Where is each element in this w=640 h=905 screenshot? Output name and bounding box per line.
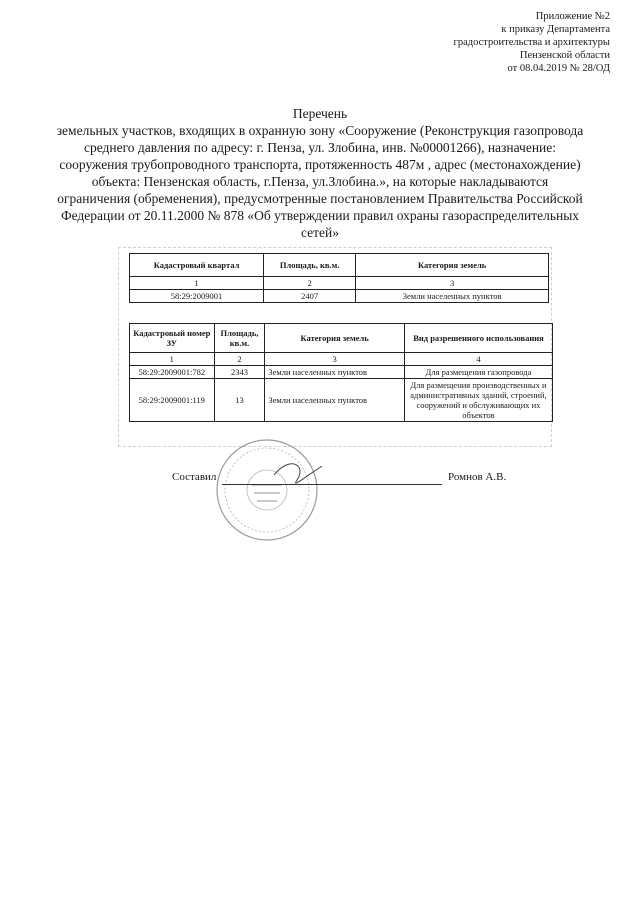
document-header bbox=[454, 10, 610, 75]
table-cell: Земли населенных пунктов bbox=[265, 366, 405, 379]
header-line: к приказу Департамента bbox=[501, 24, 610, 35]
table-cell: 2407 bbox=[264, 290, 356, 303]
header-line: градостроительства и архитектуры bbox=[453, 37, 610, 48]
title-heading: Перечень bbox=[292, 106, 348, 121]
column-number: 2 bbox=[264, 277, 356, 290]
column-number: 1 bbox=[130, 277, 264, 290]
document-title bbox=[0, 105, 640, 241]
column-header: Категория земель bbox=[265, 324, 405, 353]
table-row bbox=[130, 379, 553, 422]
table-header-row bbox=[130, 324, 553, 353]
column-header: Кадастровый квартал bbox=[130, 254, 264, 277]
column-number: 4 bbox=[404, 353, 552, 366]
table-cell: 58:29:2009001:782 bbox=[130, 366, 215, 379]
table-row bbox=[130, 290, 549, 303]
column-number: 3 bbox=[356, 277, 549, 290]
column-header: Категория земель bbox=[356, 254, 549, 277]
signature-line bbox=[222, 484, 442, 485]
header-line: от 08.04.2019 № 28/ОД bbox=[507, 63, 610, 74]
table-cell: 13 bbox=[214, 379, 265, 422]
column-number: 1 bbox=[130, 353, 215, 366]
table-cell: Земли населенных пунктов bbox=[265, 379, 405, 422]
parcels-table bbox=[129, 323, 553, 422]
title-body: земельных участков, входящих в охранную зону «Сооружение (Реконструкция газопровода среднего давления по адресу: г. Пенза, ул. Злобина, инв. №00001266), назначение: сооружения трубопроводного транспорта, протяженность 487м , адрес (местонахождение) объекта: Пензенская область, г.Пенза, ул.Злобина.», на которые накладываются ограничения (обременения), предусмотренные постановлением Правительства Российской Федерации от 20.11.2000 № 878 «Об утверждении правил охраны газораспределительных сетей» bbox=[56, 123, 584, 240]
table-cell: 58:29:2009001 bbox=[130, 290, 264, 303]
table-cell: Для размещения газопровода bbox=[404, 366, 552, 379]
column-header: Площадь, кв.м. bbox=[214, 324, 265, 353]
tables-area bbox=[118, 247, 552, 447]
header-line: Приложение №2 bbox=[535, 11, 610, 22]
table-cell: Земли населенных пунктов bbox=[356, 290, 549, 303]
table-cell: 2343 bbox=[214, 366, 265, 379]
quarter-table bbox=[129, 253, 549, 303]
table-cell: Для размещения производственных и административных зданий, строений, сооружений и обслуживающих их объектов bbox=[404, 379, 552, 422]
table-cell: 58:29:2009001:119 bbox=[130, 379, 215, 422]
signature-label: Составил bbox=[172, 471, 217, 483]
signature-name: Ромнов А.В. bbox=[448, 471, 507, 483]
column-header: Площадь, кв.м. bbox=[264, 254, 356, 277]
table-number-row bbox=[130, 353, 553, 366]
column-number: 3 bbox=[265, 353, 405, 366]
header-line: Пензенской области bbox=[519, 50, 610, 61]
table-row bbox=[130, 366, 553, 379]
column-header: Кадастровый номер ЗУ bbox=[130, 324, 215, 353]
column-number: 2 bbox=[214, 353, 265, 366]
column-header: Вид разрешенного использования bbox=[404, 324, 552, 353]
table-header-row bbox=[130, 254, 549, 277]
table-number-row bbox=[130, 277, 549, 290]
official-stamp-icon bbox=[212, 435, 322, 545]
